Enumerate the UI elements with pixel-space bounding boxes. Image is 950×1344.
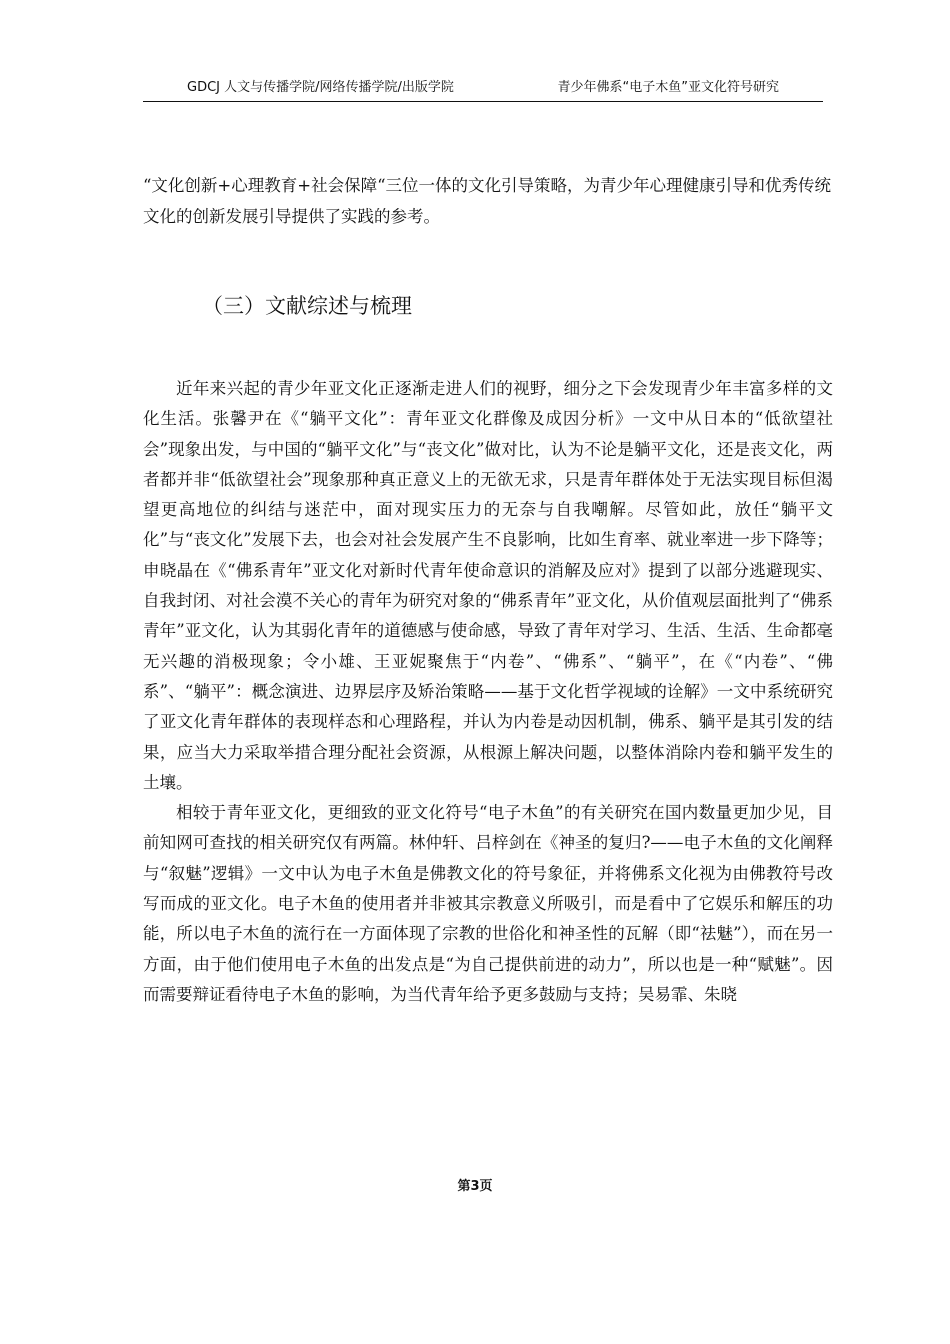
page-header: [143, 76, 823, 100]
body-paragraph: 近年来兴起的青少年亚文化正逐渐走进人们的视野，细分之下会发现青少年丰富多样的文化生活。张馨尹在《“躺平文化”：青年亚文化群像及成因分析》一文中从日本的“低欲望社会”现象出发，与中国的“躺平文化”与“丧文化”做对比，认为不论是躺平文化，还是丧文化，两者都并非“低欲望社会”现象那种真正意义上的无欲无求，只是青年群体处于无法实现目标但渴望更高地位的纠结与迷茫中，面对现实压力的无奈与自我嘲解。尽管如此，放任“躺平文化”与“丧文化”发展下去，也会对社会发展产生不良影响，比如生育率、就业率进一步下降等；申晓晶在《“佛系青年”亚文化对新时代青年使命意识的消解及应对》提到了以部分逃避现实、自我封闭、对社会漠不关心的青年为研究对象的“佛系青年”亚文化，从价值观层面批判了“佛系青年”亚文化，认为其弱化青年的道德感与使命感，导致了青年对学习、生活、生活、生命都毫无兴趣的消极现象；令小雄、王亚妮聚焦于“内卷”、“佛系”、“躺平”，在《“内卷”、“佛系”、“躺平”：概念演进、边界层序及矫治策略——基于文化哲学视域的诠解》一文中系统研究了亚文化青年群体的表现样态和心理路程，并认为内卷是动因机制，佛系、躺平是其引发的结果，应当大力采取举措合理分配社会资源，从根源上解决问题，以整体消除内卷和躺平发生的土壤。: [143, 379, 833, 792]
section-body: [143, 374, 833, 1010]
body-paragraph: 相较于青年亚文化，更细致的亚文化符号“电子木鱼”的有关研究在国内数量更加少见，目前知网可查找的相关研究仅有两篇。林仲轩、吕梓剑在《神圣的复归?——电子木鱼的文化阐释与“叙魅”逻辑》一文中认为电子木鱼是佛教文化的符号象征，并将佛系文化视为由佛教符号改写而成的亚文化。电子木鱼的使用者并非被其宗教意义所吸引，而是看中了它娱乐和解压的功能，所以电子木鱼的流行在一方面体现了宗教的世俗化和神圣性的瓦解（即“祛魅”），而在另一方面，由于他们使用电子木鱼的出发点是“为自己提供前进的动力”，所以也是一种“赋魅”。因而需要辩证看待电子木鱼的影响，为当代青年给予更多鼓励与支持；吴易霏、朱晓: [143, 803, 833, 1004]
header-institution: GDCJ 人文与传播学院/网络传播学院/出版学院: [187, 80, 454, 95]
page-number: 第3页: [457, 1179, 493, 1194]
intro-paragraph: “文化创新+心理教育+社会保障“三位一体的文化引导策略，为青少年心理健康引导和优秀传统文化的创新发展引导提供了实践的参考。: [143, 176, 832, 226]
header-divider: [143, 101, 823, 102]
header-paper-title: 青少年佛系“电子木鱼”亚文化符号研究: [557, 80, 779, 95]
section-heading: （三）文献综述与梳理: [202, 294, 412, 318]
